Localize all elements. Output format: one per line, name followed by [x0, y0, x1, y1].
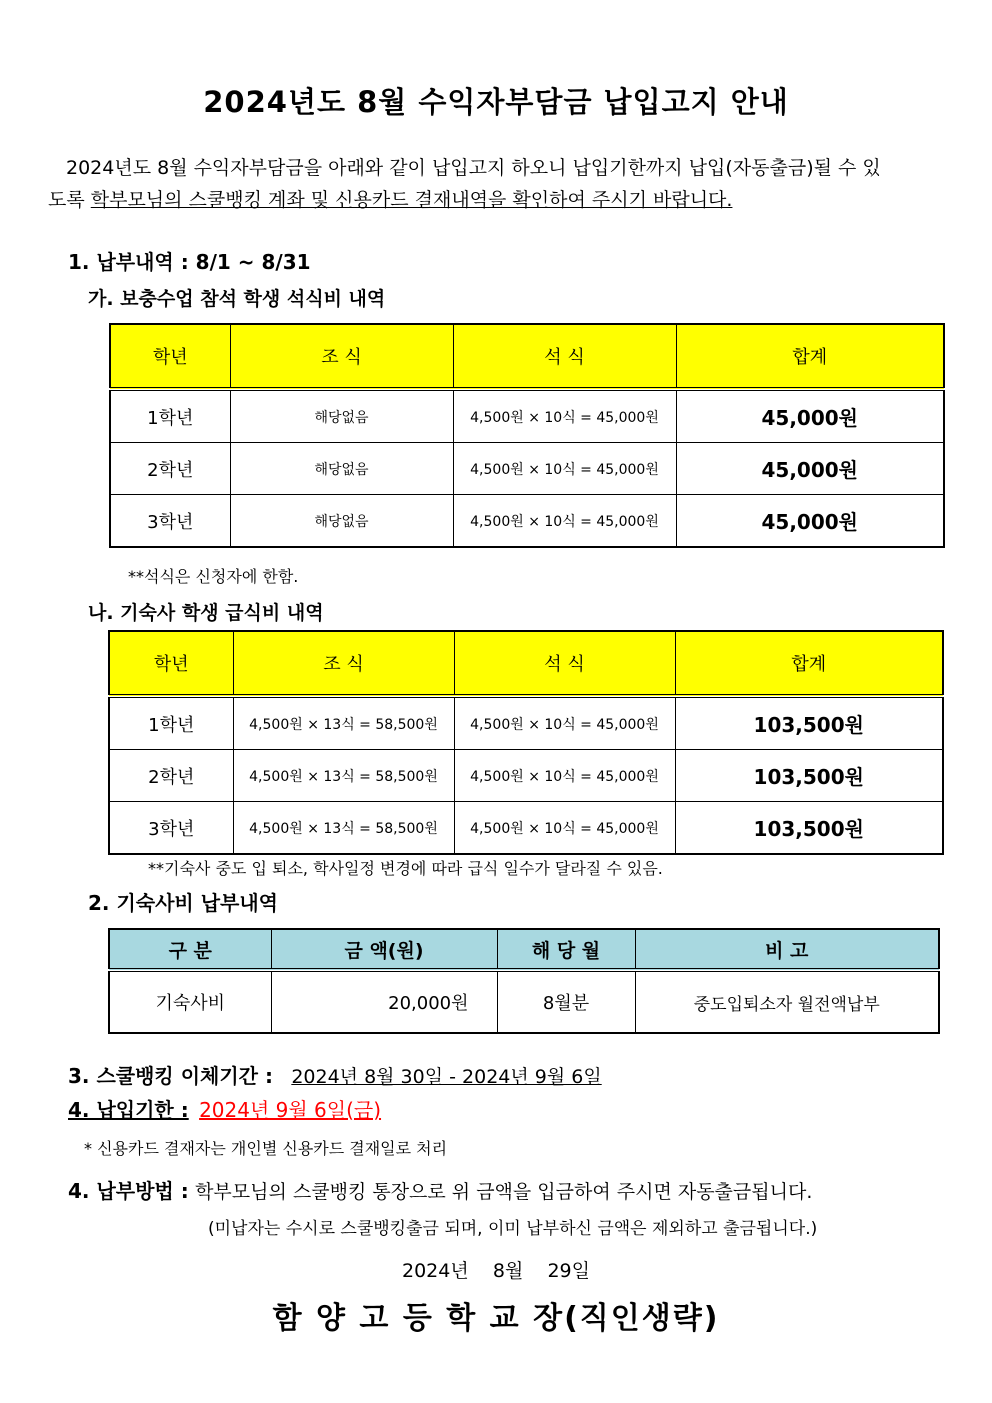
item-cell: 기숙사비 — [109, 970, 271, 1033]
table-header-row — [109, 631, 943, 696]
section3-label: 3. 스쿨뱅킹 이체기간 : — [68, 1064, 273, 1088]
grade-cell: 3학년 — [109, 802, 233, 855]
document-title: 2024년도 8월 수익자부담금 납입고지 안내 — [203, 85, 789, 119]
table-row — [109, 750, 943, 802]
issue-date: 2024년 8월 29일 — [402, 1260, 590, 1282]
dorm-meal-table — [108, 630, 944, 855]
dinner-cell: 4,500원 × 10식 = 45,000원 — [454, 696, 675, 750]
breakfast-cell: 해당없음 — [230, 443, 453, 495]
table-row — [109, 802, 943, 855]
dinner-cell: 4,500원 × 10식 = 45,000원 — [453, 443, 676, 495]
total-cell: 45,000원 — [676, 389, 944, 443]
grade-cell: 2학년 — [109, 750, 233, 802]
month-cell: 8월분 — [497, 970, 635, 1033]
breakfast-cell: 해당없음 — [230, 495, 453, 548]
section4 — [68, 1094, 381, 1123]
table-row — [109, 696, 943, 750]
table-row — [110, 389, 944, 443]
total-cell: 45,000원 — [676, 495, 944, 548]
table-header-row — [110, 324, 944, 389]
note-a: **석식은 신청자에 한함. — [128, 567, 299, 586]
payment-method-text: 학부모님의 스쿨뱅킹 통장으로 위 금액을 입금하여 주시면 자동출금됩니다. — [195, 1181, 813, 1203]
intro-line2 — [48, 184, 944, 216]
grade-cell: 2학년 — [110, 443, 230, 495]
dinner-cell: 4,500원 × 10식 = 45,000원 — [453, 389, 676, 443]
header-cell: 석 식 — [453, 324, 676, 389]
breakfast-cell: 4,500원 × 13식 = 58,500원 — [233, 750, 454, 802]
breakfast-cell: 4,500원 × 13식 = 58,500원 — [233, 696, 454, 750]
table-row — [110, 495, 944, 548]
dinner-cell: 4,500원 × 10식 = 45,000원 — [454, 802, 675, 855]
amount-cell: 20,000원 — [271, 970, 497, 1033]
table-header-row — [109, 929, 939, 970]
dorm-fee-table — [108, 928, 940, 1034]
section3 — [68, 1060, 602, 1089]
intro-line1: 2024년도 8월 수익자부담금을 아래와 같이 납입고지 하오니 납입기한까지 납입(자동출금)될 수 있 — [66, 157, 881, 179]
table-row — [110, 443, 944, 495]
intro-paragraph — [48, 152, 944, 216]
breakfast-cell: 4,500원 × 13식 = 58,500원 — [233, 802, 454, 855]
note-b: **기숙사 중도 입 퇴소, 학사일정 변경에 따라 급식 일수가 달라질 수 있음. — [148, 859, 663, 878]
grade-cell: 1학년 — [110, 389, 230, 443]
section4-note: * 신용카드 결재자는 개인별 신용카드 결재일로 처리 — [84, 1139, 448, 1158]
grade-cell: 1학년 — [109, 696, 233, 750]
header-cell: 합계 — [675, 631, 943, 696]
payment-deadline: 2024년 9월 6일(금) — [199, 1098, 382, 1122]
payment-method-subtext: (미납자는 수시로 스쿨뱅킹출금 되며, 이미 납부하신 금액은 제외하고 출금됩니다.) — [208, 1219, 818, 1239]
transfer-period: 2024년 8월 30일 - 2024년 9월 6일 — [291, 1066, 602, 1088]
header-cell: 조 식 — [230, 324, 453, 389]
header-cell: 조 식 — [233, 631, 454, 696]
section1-heading: 1. 납부내역 : 8/1 ~ 8/31 — [68, 250, 311, 274]
dinner-cell: 4,500원 × 10식 = 45,000원 — [453, 495, 676, 548]
total-cell: 103,500원 — [675, 696, 943, 750]
total-cell: 103,500원 — [675, 750, 943, 802]
signature: 함 양 고 등 학 교 장(직인생략) — [272, 1301, 720, 1336]
total-cell: 45,000원 — [676, 443, 944, 495]
remark-cell: 중도입퇴소자 월전액납부 — [635, 970, 939, 1033]
header-cell: 학년 — [110, 324, 230, 389]
breakfast-cell: 해당없음 — [230, 389, 453, 443]
intro-emphasis: 학부모님의 스쿨뱅킹 계좌 및 신용카드 결재내역을 확인하여 주시기 바랍니다. — [90, 189, 733, 211]
header-cell: 해 당 월 — [497, 929, 635, 970]
table-row — [109, 970, 939, 1033]
section5 — [68, 1175, 812, 1204]
dinner-fee-table — [109, 323, 945, 548]
section4-label: 4. 납입기한 : — [68, 1098, 189, 1122]
grade-cell: 3학년 — [110, 495, 230, 548]
header-cell: 금 액(원) — [271, 929, 497, 970]
header-cell: 석 식 — [454, 631, 675, 696]
header-cell: 구 분 — [109, 929, 271, 970]
section1-sub-b: 나. 기숙사 학생 급식비 내역 — [88, 602, 324, 624]
section5-label: 4. 납부방법 : — [68, 1179, 189, 1203]
header-cell: 합계 — [676, 324, 944, 389]
section2-heading: 2. 기숙사비 납부내역 — [88, 891, 278, 915]
section1-sub-a: 가. 보충수업 참석 학생 석식비 내역 — [88, 288, 386, 310]
header-cell: 비 고 — [635, 929, 939, 970]
dinner-cell: 4,500원 × 10식 = 45,000원 — [454, 750, 675, 802]
total-cell: 103,500원 — [675, 802, 943, 855]
intro-line2-prefix: 도록 — [48, 189, 91, 211]
header-cell: 학년 — [109, 631, 233, 696]
